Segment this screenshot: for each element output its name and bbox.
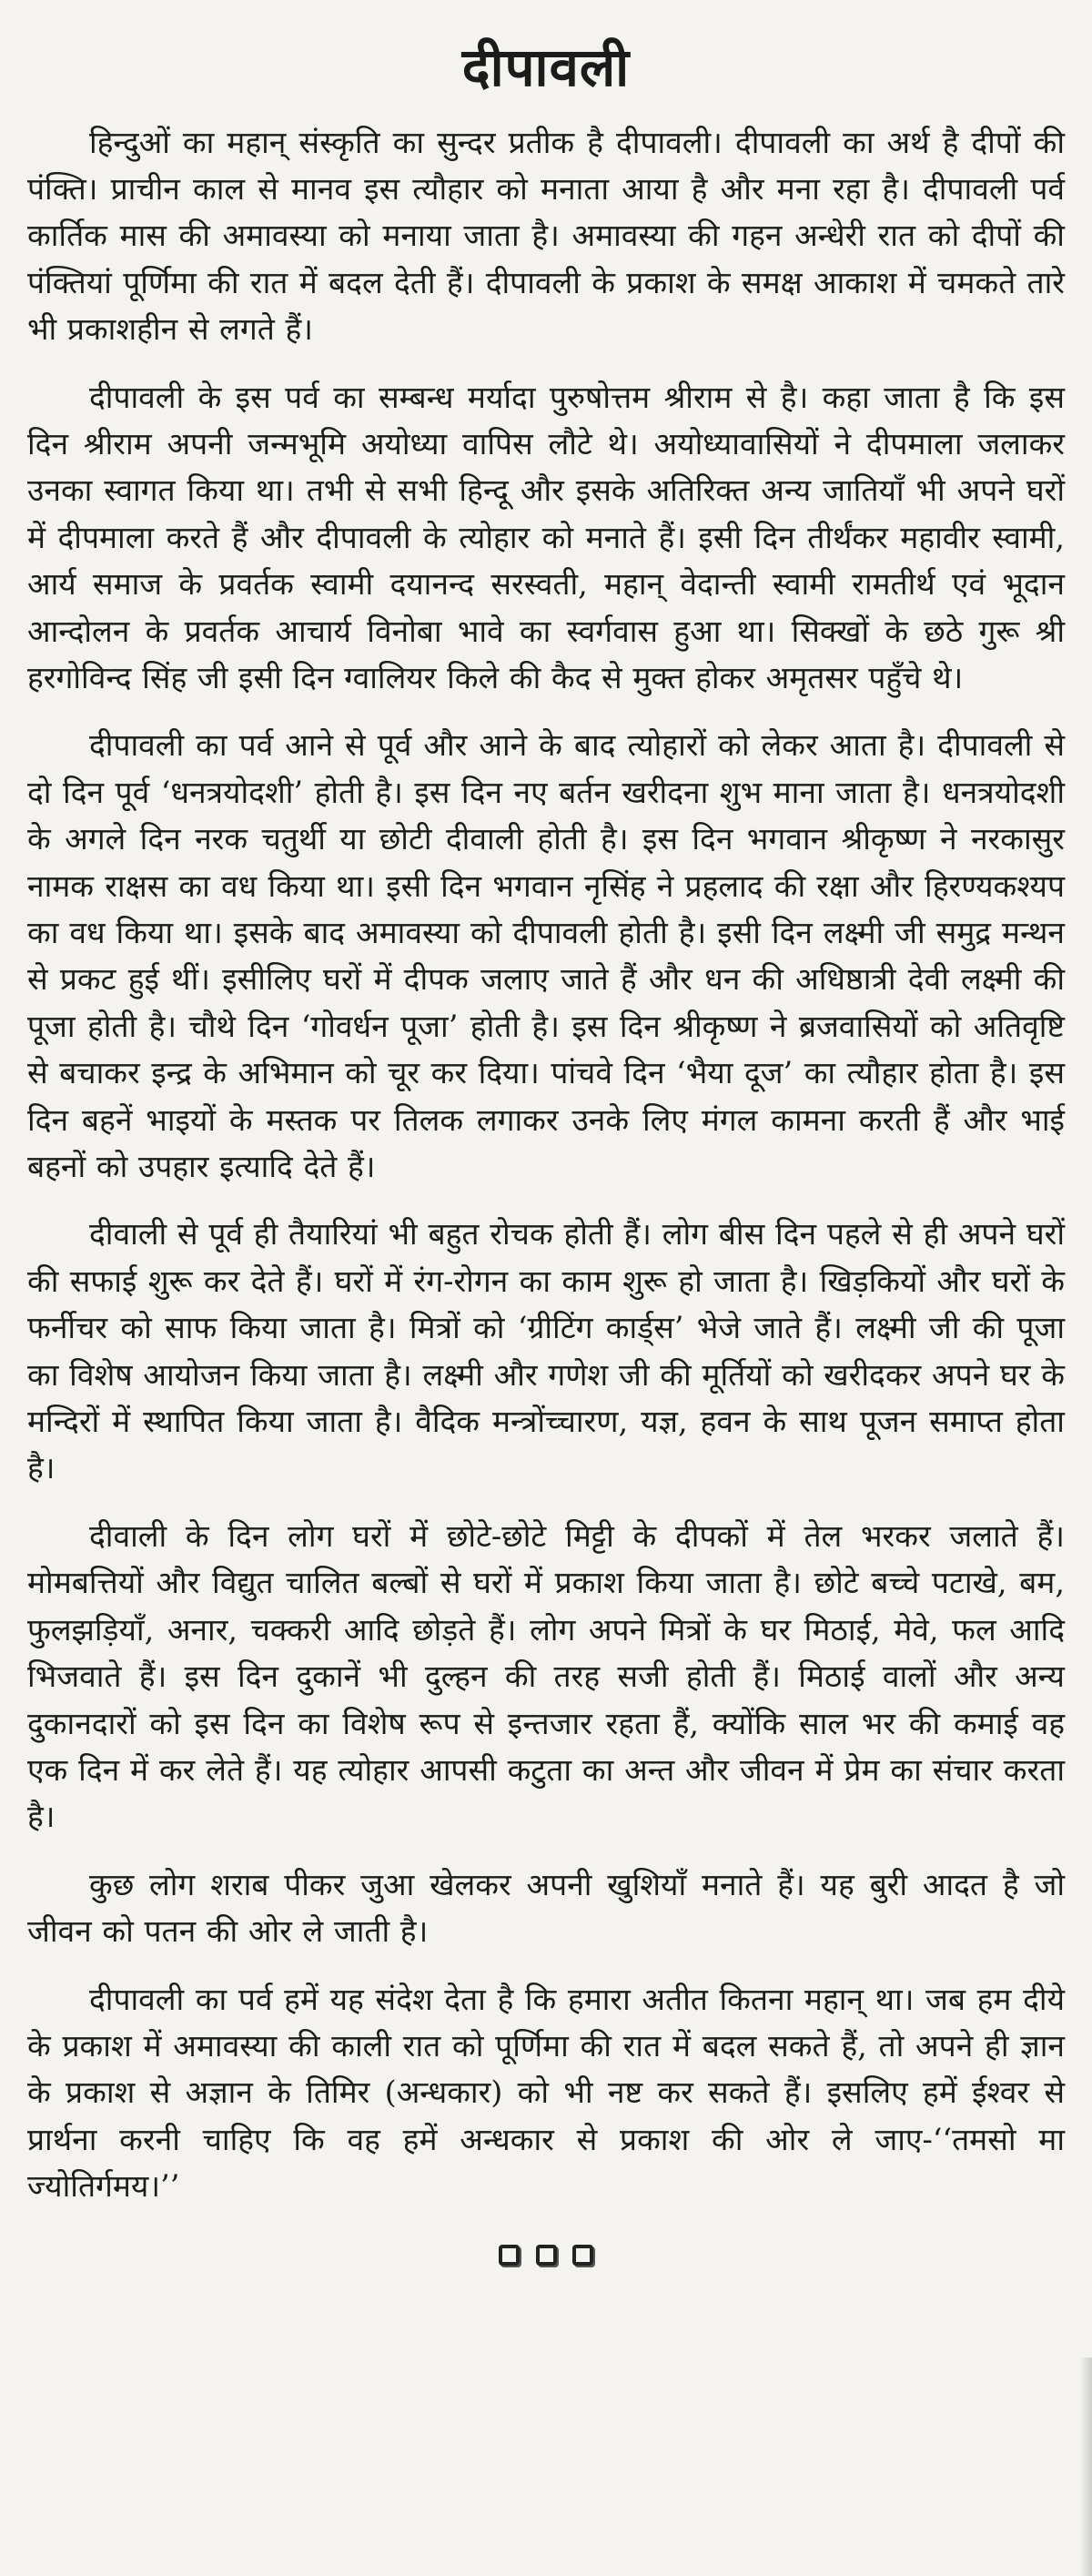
paragraph-7: दीपावली का पर्व हमें यह संदेश देता है कि हमारा अतीत कितना महान् था। जब हम दीये के प्रकाश में अमावस्या की काली रात को पूर्णिमा की रात में बदल सकते हैं, तो अपने ही ज्ञान के प्रकाश से अज्ञान के तिमिर (अन्धकार) को भी नष्ट कर सकते हैं। इसलिए हमें ईश्वर से प्रार्थना करनी चाहिए कि वह हमें अन्धकार से प्रकाश की ओर ले जाए-‘‘तमसो मा ज्योतिर्गमय।’’ (27, 1981, 1065, 2205)
paragraph-6: कुछ लोग शराब पीकर जुआ खेलकर अपनी खुशियाँ मनाते हैं। यह बुरी आदत है जो जीवन को पतन की ओर ले जाती है। (27, 1866, 1065, 1950)
end-of-text-marks (27, 2245, 1065, 2269)
page-edge-shadow (1079, 2358, 1092, 2576)
paragraph-5: दीवाली के दिन लोग घरों में छोटे-छोटे मिट्टी के दीपकों में तेल भरकर जलाते हैं। मोमबत्तियों और विद्युत चालित बल्बों से घरों में प्रकाश किया जाता है। छोटे बच्चे पटाखे, बम, फुलझड़ियाँ, अनार, चक्करी आदि छोड़ते हैं। लोग अपने मित्रों के घर मिठाई, मेवे, फल आदि भिजवाते हैं। इस दिन दुकानें भी दुल्हन की तरह सजी होती हैं। मिठाई वालों और अन्य दुकानदारों को इस दिन का विशेष रूप से इन्तजार रहता हैं, क्योंकि साल भर की कमाई वह एक दिन में कर लेते हैं। यह त्योहार आपसी कटुता का अन्त और जीवन में प्रेम का संचार करता है। (27, 1517, 1065, 1835)
paragraph-2: दीपावली के इस पर्व का सम्बन्ध मर्यादा पुरुषोत्तम श्रीराम से है। कहा जाता है कि इस दिन श्रीराम अपनी जन्मभूमि अयोध्या वापिस लौटे थे। अयोध्यावासियों ने दीपमाला जलाकर उनका स्वागत किया था। तभी से सभी हिन्दू और इसके अतिरिक्त अन्य जातियाँ भी अपने घरों में दीपमाला करते हैं और दीपावली के त्योहार को मनाते हैं। इसी दिन तीर्थंकर महावीर स्वामी, आर्य समाज के प्रवर्तक स्वामी दयानन्द सरस्वती, महान् वेदान्ती स्वामी रामतीर्थ एवं भूदान आन्दोलन के प्रवर्तक आचार्य विनोबा भावे का स्वर्गवास हुआ था। सिक्खों के छठे गुरू श्री हरगोविन्द सिंह जी इसी दिन ग्वालियर किले की कैद से मुक्त होकर अमृतसर पहुँचे थे। (27, 379, 1065, 695)
square-bullet-icon (499, 2245, 520, 2266)
paragraph-3: दीपावली का पर्व आने से पूर्व और आने के बाद त्योहारों को लेकर आता है। दीपावली से दो दिन पूर्व ‘धनत्रयोदशी’ होती है। इस दिन नए बर्तन खरीदना शुभ माना जाता है। धनत्रयोदशी के अगले दिन नरक चतुर्थी या छोटी दीवाली होती है। इस दिन भगवान श्रीकृष्ण ने नरकासुर नामक राक्षस का वध किया था। इसी दिन भगवान नृसिंह ने प्रहलाद की रक्षा और हिरण्यकश्यप का वध किया था। इसके बाद अमावस्या को दीपावली होती है। इसी दिन लक्ष्मी जी समुद्र मन्थन से प्रकट हुई थीं। इसीलिए घरों में दीपक जलाए जाते हैं और धन की अधिष्ठात्री देवी लक्ष्मी की पूजा होती है। चौथे दिन ‘गोवर्धन पूजा’ होती है। इस दिन श्रीकृष्ण ने ब्रजवासियों को अतिवृष्टि से बचाकर इन्द्र के अभिमान को चूर कर दिया। पांचवे दिन ‘भैया दूज’ का त्यौहार होता है। इस दिन बहनें भाइयों के मस्तक पर तिलक लगाकर उनके लिए मंगल कामना करती हैं और भाई बहनों को उपहार इत्यादि देते हैं। (27, 727, 1065, 1185)
page-title: दीपावली (461, 36, 631, 98)
square-bullet-icon (572, 2245, 593, 2266)
paragraph-4: दीवाली से पूर्व ही तैयारियां भी बहुत रोचक होती हैं। लोग बीस दिन पहले से ही अपने घरों की सफाई शुरू कर देते हैं। घरों में रंग-रोगन का काम शुरू हो जाता है। खिड़कियों और घरों के फर्नीचर को साफ किया जाता है। मित्रों को ‘ग्रीटिंग कार्ड्स’ भेजे जाते हैं। लक्ष्मी जी की पूजा का विशेष आयोजन किया जाता है। लक्ष्मी और गणेश जी की मूर्तियों को खरीदकर अपने घर के मन्दिरों में स्थापित किया जाता है। वैदिक मन्त्रोंच्चारण, यज्ञ, हवन के साथ पूजन समाप्त होता है। (27, 1216, 1065, 1486)
square-bullet-icon (536, 2245, 557, 2266)
paragraph-1: हिन्दुओं का महान् संस्कृति का सुन्दर प्रतीक है दीपावली। दीपावली का अर्थ है दीपों की पंक्ति। प्राचीन काल से मानव इस त्यौहार को मनाता आया है और मना रहा है। दीपावली पर्व कार्तिक मास की अमावस्या को मनाया जाता है। अमावस्या की गहन अन्धेरी रात को दीपों की पंक्तियां पूर्णिमा की रात में बदल देती हैं। दीपावली के प्रकाश के समक्ष आकाश में चमकते तारे भी प्रकाशहीन से लगते हैं। (27, 124, 1065, 348)
